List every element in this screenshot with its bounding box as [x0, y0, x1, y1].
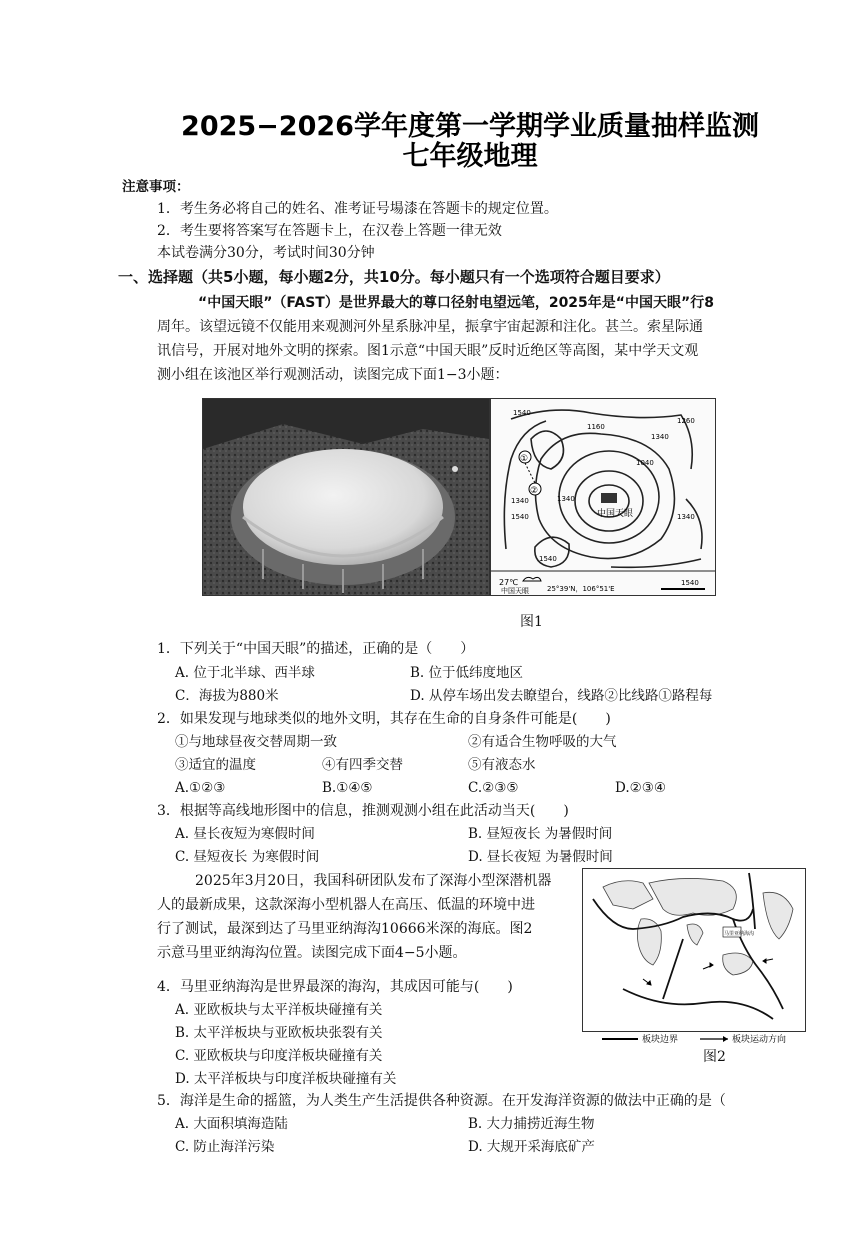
arrow-head-icon: [723, 1036, 728, 1042]
legend-boundary: 板块边界: [642, 1035, 679, 1045]
q2-choice-2: ②有适合生物呼吸的大气: [468, 734, 617, 750]
q3-stem: 3．根据等高线地形图中的信息，推测观测小组在此活动当天( ): [157, 803, 569, 819]
coordinates: 25°39'N，106°51'E: [547, 585, 615, 593]
q2-option-a: A.①②③: [175, 780, 226, 796]
cloud-icon: [523, 577, 541, 581]
q4-option-d: D. 太平洋板块与印度洋板块碰撞有关: [175, 1071, 397, 1087]
q4-option-c: C. 亚欧板块与印度洋板块碰撞有关: [175, 1048, 383, 1064]
q4-stem: 4．马里亚纳海沟是世界最深的海沟，其成因可能与( ): [157, 979, 513, 995]
plate-map: [582, 868, 806, 1032]
q2-choice-4: ④有四季交替: [322, 757, 403, 773]
q2-choice-1: ①与地球昼夜交替周期一致: [175, 734, 337, 750]
figure-1-caption: 图1: [520, 614, 543, 630]
q5-option-a: A. 大面积填海造陆: [175, 1116, 288, 1132]
q2-stem: 2．如果发现与地球类似的地外文明，其存在生命的自身条件可能是( ): [157, 711, 611, 727]
q5-option-c: C. 防止海洋污染: [175, 1139, 275, 1155]
q4-option-b: B. 太平洋板块与亚欧板块张裂有关: [175, 1025, 383, 1041]
contour-map: [490, 398, 716, 596]
q4-option-a: A. 亚欧板块与太平洋板块碰撞有关: [175, 1002, 383, 1018]
intro-line-3: 讯信号，开展对地外文明的探索。图1示意“中国天眼”反时近绝区等高图，某中学天文观: [157, 343, 699, 359]
intro2-line-2: 人的最新成果，这款深海小型机器人在高压、低温的环境中进: [157, 897, 535, 913]
plate-map-drawing: [583, 869, 805, 1031]
contour-label: 1160: [587, 423, 605, 431]
q3-option-c: C. 昼短夜长 为寒假时间: [175, 849, 320, 865]
notice-item-1: 1．考生务必将自己的姓名、准考证号場漆在答题卡的规定位置。: [157, 201, 558, 217]
plate-map-legend: [600, 1032, 800, 1046]
contour-label: 1340: [557, 495, 575, 503]
q3-option-b: B. 昼短夜长 为暑假时间: [468, 826, 613, 842]
intro2-line-4: 示意马里亚纳海沟位置。读图完成下面4−5小题。: [157, 945, 467, 961]
intro-line-2: 周年。该望远镜不仅能用来观测河外星系脉冲星，振拿宇宙起源和注化。甚兰。索星际通: [157, 319, 703, 335]
q1-option-c: C．海拔为880米: [175, 688, 279, 704]
q1-option-d: D. 从停车场出发去瞭望台，线路②比线路①路程每: [410, 688, 713, 704]
q1-option-a: A. 位于北半球、西半球: [175, 665, 315, 681]
q2-option-b: B.①④⑤: [322, 780, 373, 796]
intro-line-4: 测小组在该池区举行观测活动，读图完成下面1−3小题：: [157, 367, 509, 383]
exam-subtitle: 七年级地理: [402, 141, 538, 172]
intro2-line-1: 2025年3月20日，我国科研团队发布了深海小型深潜机器: [195, 873, 552, 889]
contour-label: 1540: [511, 513, 529, 521]
fast-photo-drawing: [203, 399, 489, 595]
exam-title: 2025−2026学年度第一学期学业质量抽样监测: [181, 111, 759, 142]
q2-option-d: D.②③④: [615, 780, 666, 796]
q2-choice-3: ③适宜的温度: [175, 757, 256, 773]
map-marker-2: ②: [530, 486, 539, 496]
q1-option-b: B. 位于低纬度地区: [410, 665, 524, 681]
map-center-label: 中国天眼: [597, 509, 634, 519]
scale-label: 1540: [681, 579, 699, 587]
contour-label: 1340: [511, 497, 529, 505]
notice-item-2: 2．考生要将答案写在答题卡上，在汉卷上答题一律无效: [157, 223, 502, 239]
weather-temp: 27℃: [499, 578, 519, 587]
contour-label: 1260: [677, 417, 695, 425]
q3-option-d: D. 昼长夜短 为暑假时间: [468, 849, 613, 865]
q5-option-b: B. 大力捕捞近海生物: [468, 1116, 595, 1132]
q2-option-c: C.②③⑤: [468, 780, 519, 796]
fast-photo: [202, 398, 490, 596]
q5-option-d: D. 大规开采海底矿产: [468, 1139, 595, 1155]
q5-stem: 5．海洋是生命的摇篮，为人类生产生活提供各种资源。在开发海洋资源的做法中正确的是（: [157, 1093, 726, 1109]
trench-label: 马里亚纳海沟: [724, 931, 755, 937]
notice-score: 本试卷满分30分，考试时间30分钟: [157, 245, 375, 261]
contour-label: 1540: [539, 555, 557, 563]
map-marker-1: ①: [520, 454, 529, 464]
section-heading: 一、选择题（共5小题，每小题2分，共10分。每小题只有一个选项符合题目要求）: [118, 268, 670, 286]
intro2-line-3: 行了测试，最深到达了马里亚纳海沟10666米深的海底。图2: [157, 921, 533, 937]
legend-direction: 板块运动方向: [732, 1035, 787, 1045]
intro-line-1: “中国天眼”（FAST）是世界最大的尊口径射电望远笔，2025年是“中国天眼”行8: [198, 295, 714, 311]
notice-heading: 注意事项：: [122, 179, 190, 195]
weather-place: 中国天眼: [501, 587, 529, 595]
contour-label: 1040: [636, 459, 654, 467]
q3-option-a: A. 昼长夜短为寒假时间: [175, 826, 315, 842]
contour-label: 1540: [513, 409, 531, 417]
contour-label: 1340: [677, 513, 695, 521]
figure-2-caption: 图2: [703, 1049, 726, 1065]
contour-map-drawing: [491, 399, 715, 595]
q2-choice-5: ⑤有液态水: [468, 757, 536, 773]
q1-stem: 1．下列关于“中国天眼”的描述，正确的是（ ）: [157, 641, 475, 657]
contour-label: 1340: [651, 433, 669, 441]
